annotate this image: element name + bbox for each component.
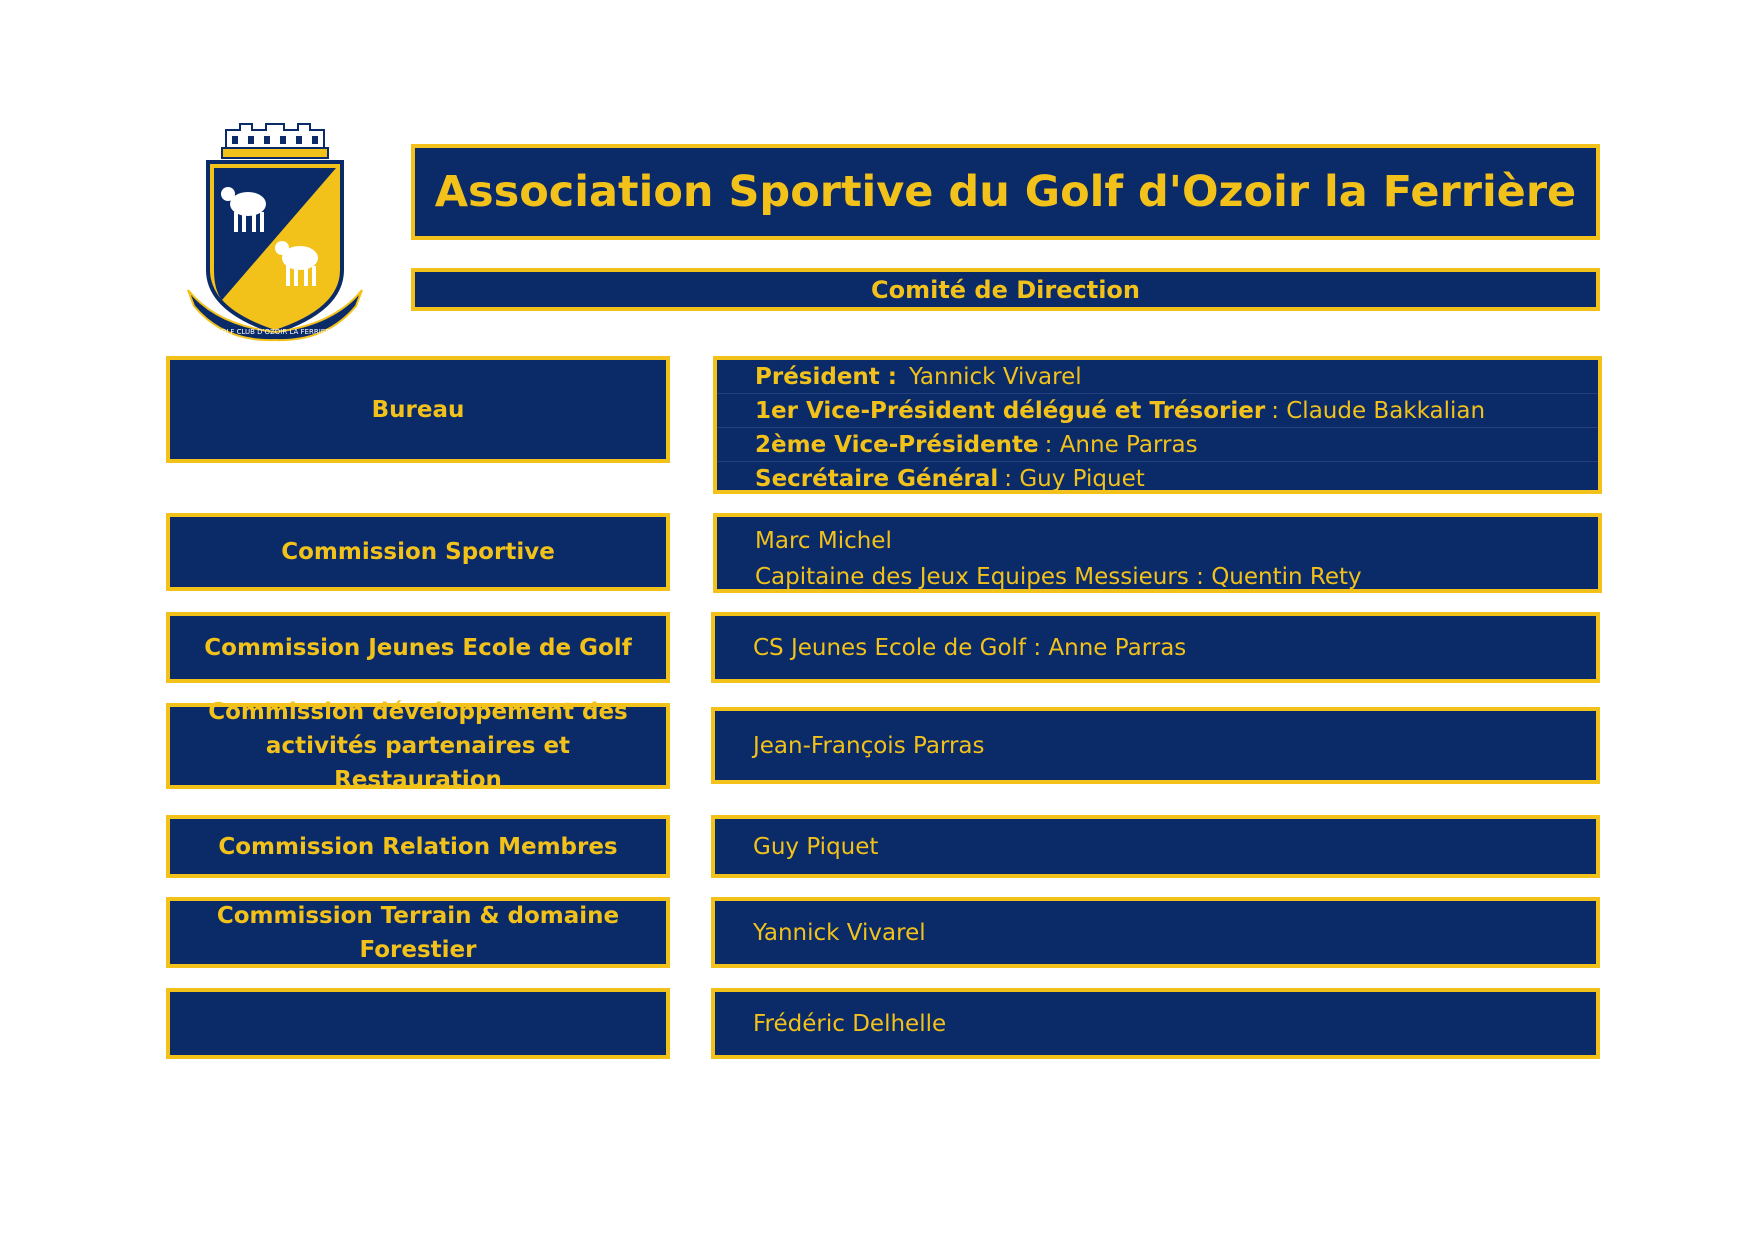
bureau-member xyxy=(717,462,1598,496)
page-title: Association Sportive du Golf d'Ozoir la Ferrière xyxy=(411,144,1600,240)
commission-line: Capitaine des Jeux Equipes Messieurs : Quentin Rety xyxy=(755,564,1362,590)
commission-label: Commission Terrain & domaine Forestier xyxy=(166,897,670,968)
bureau-member xyxy=(717,394,1598,428)
member-role: Secrétaire Général xyxy=(755,466,999,492)
commission-value: CS Jeunes Ecole de Golf : Anne Parras xyxy=(711,612,1600,683)
commission-line: Marc Michel xyxy=(755,528,892,554)
commission-label: Commission Jeunes Ecole de Golf xyxy=(166,612,670,683)
member-role: Président : xyxy=(755,363,898,390)
commission-value: Guy Piquet xyxy=(711,815,1600,878)
member-name: : Claude Bakkalian xyxy=(1271,397,1486,424)
commission-value: Frédéric Delhelle xyxy=(711,988,1600,1059)
commission-label: Commission Sportive xyxy=(166,513,670,591)
commission-value: Jean-François Parras xyxy=(711,707,1600,784)
commission-label-empty xyxy=(166,988,670,1059)
commission-value: Yannick Vivarel xyxy=(711,897,1600,968)
golf-club-crest-icon xyxy=(186,120,364,342)
commission-value xyxy=(713,513,1602,593)
member-name: : Anne Parras xyxy=(1044,431,1198,458)
bureau-member xyxy=(717,428,1598,462)
page-subtitle: Comité de Direction xyxy=(411,268,1600,311)
svg-text:GOLF CLUB D'OZOIR LA FERRIERE: GOLF CLUB D'OZOIR LA FERRIERE xyxy=(215,328,335,336)
member-role: 2ème Vice-Présidente xyxy=(755,431,1039,458)
commission-label: Commission développement des activités partenaires et Restauration xyxy=(166,703,670,789)
bureau-label: Bureau xyxy=(166,356,670,463)
commission-label: Commission Relation Membres xyxy=(166,815,670,878)
member-role: 1er Vice-Président délégué et Trésorier xyxy=(755,397,1266,424)
bureau-members-list xyxy=(713,356,1602,494)
bureau-member xyxy=(717,360,1598,394)
member-name: : Guy Piquet xyxy=(1004,466,1145,492)
member-name: Yannick Vivarel xyxy=(909,363,1082,390)
